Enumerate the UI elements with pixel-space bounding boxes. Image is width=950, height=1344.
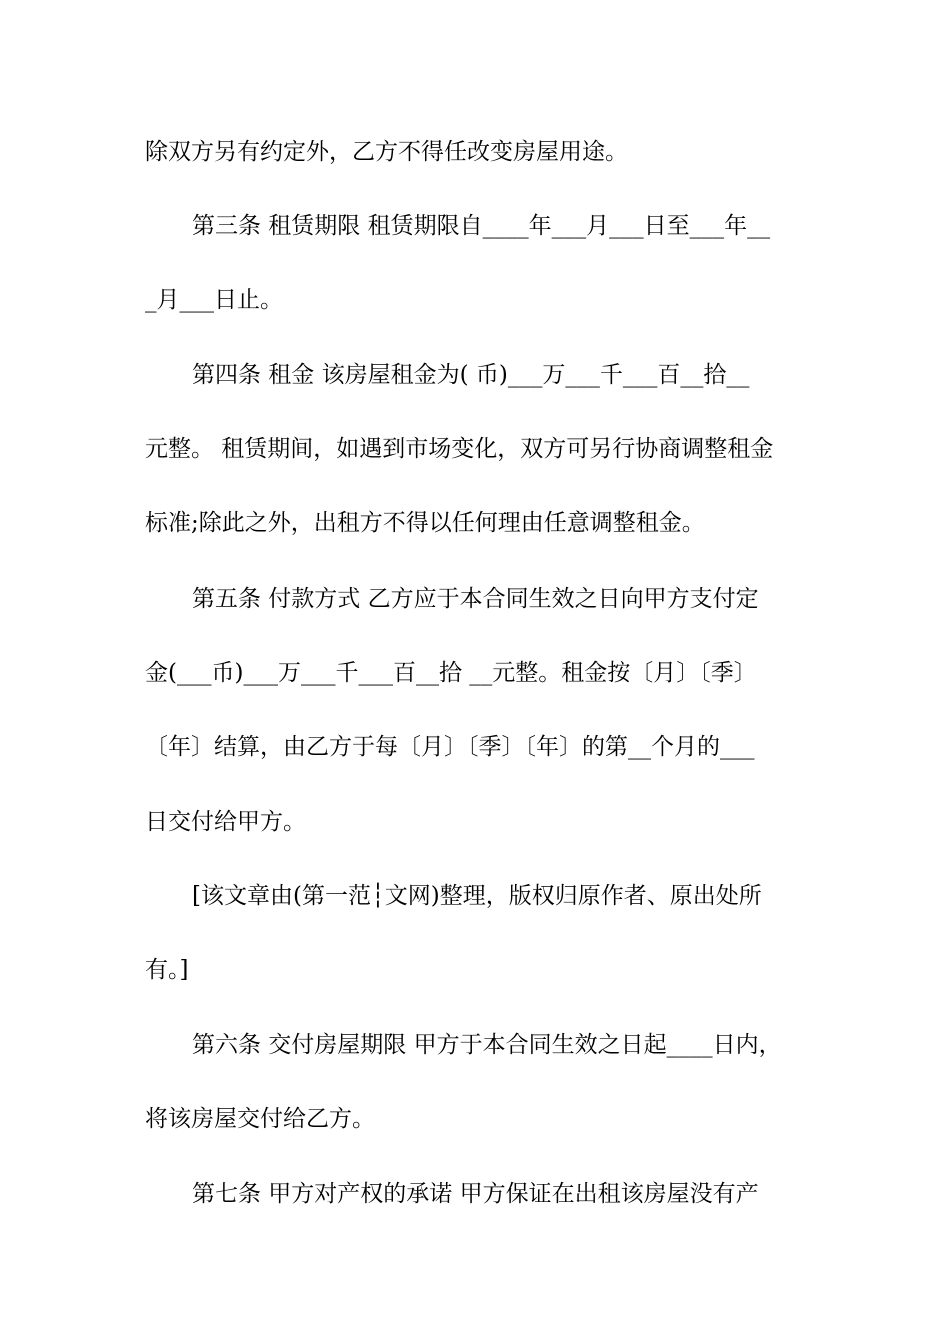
text-line-2: 第三条 租赁期限 租赁期限自____年___月___日至___年__ (192, 213, 771, 239)
text-line-13: 第六条 交付房屋期限 甲方于本合同生效之日起____日内， (192, 1032, 782, 1058)
text-line-1: 除双方另有约定外，乙方不得任改变房屋用途。 (145, 139, 628, 165)
text-line-15: 第七条 甲方对产权的承诺 甲方保证在出租该房屋没有产 (192, 1181, 759, 1207)
text-line-11: [该文章由(第一范┆文网)整理，版权归原作者、原出处所 (192, 883, 762, 909)
text-line-5: 元整。 租赁期间，如遇到市场变化，双方可另行协商调整租金 (145, 436, 774, 462)
text-line-4: 第四条 租金 该房屋租金为( 币)___万___千___百__拾__ (192, 362, 750, 388)
text-line-3: _月___日止。 (145, 287, 283, 313)
text-line-8: 金(___币)___万___千___百__拾 __元整。租金按〔月〕〔季〕 (145, 660, 757, 686)
text-line-6: 标准;除此之外，出租方不得以任何理由任意调整租金。 (145, 510, 705, 536)
text-line-10: 日交付给甲方。 (145, 809, 306, 835)
text-line-7: 第五条 付款方式 乙方应于本合同生效之日向甲方支付定 (192, 586, 759, 612)
text-line-12: 有。] (145, 957, 189, 983)
text-line-14: 将该房屋交付给乙方。 (145, 1106, 375, 1132)
text-line-9: 〔年〕结算，由乙方于每〔月〕〔季〕〔年〕的第__个月的___ (145, 734, 755, 760)
